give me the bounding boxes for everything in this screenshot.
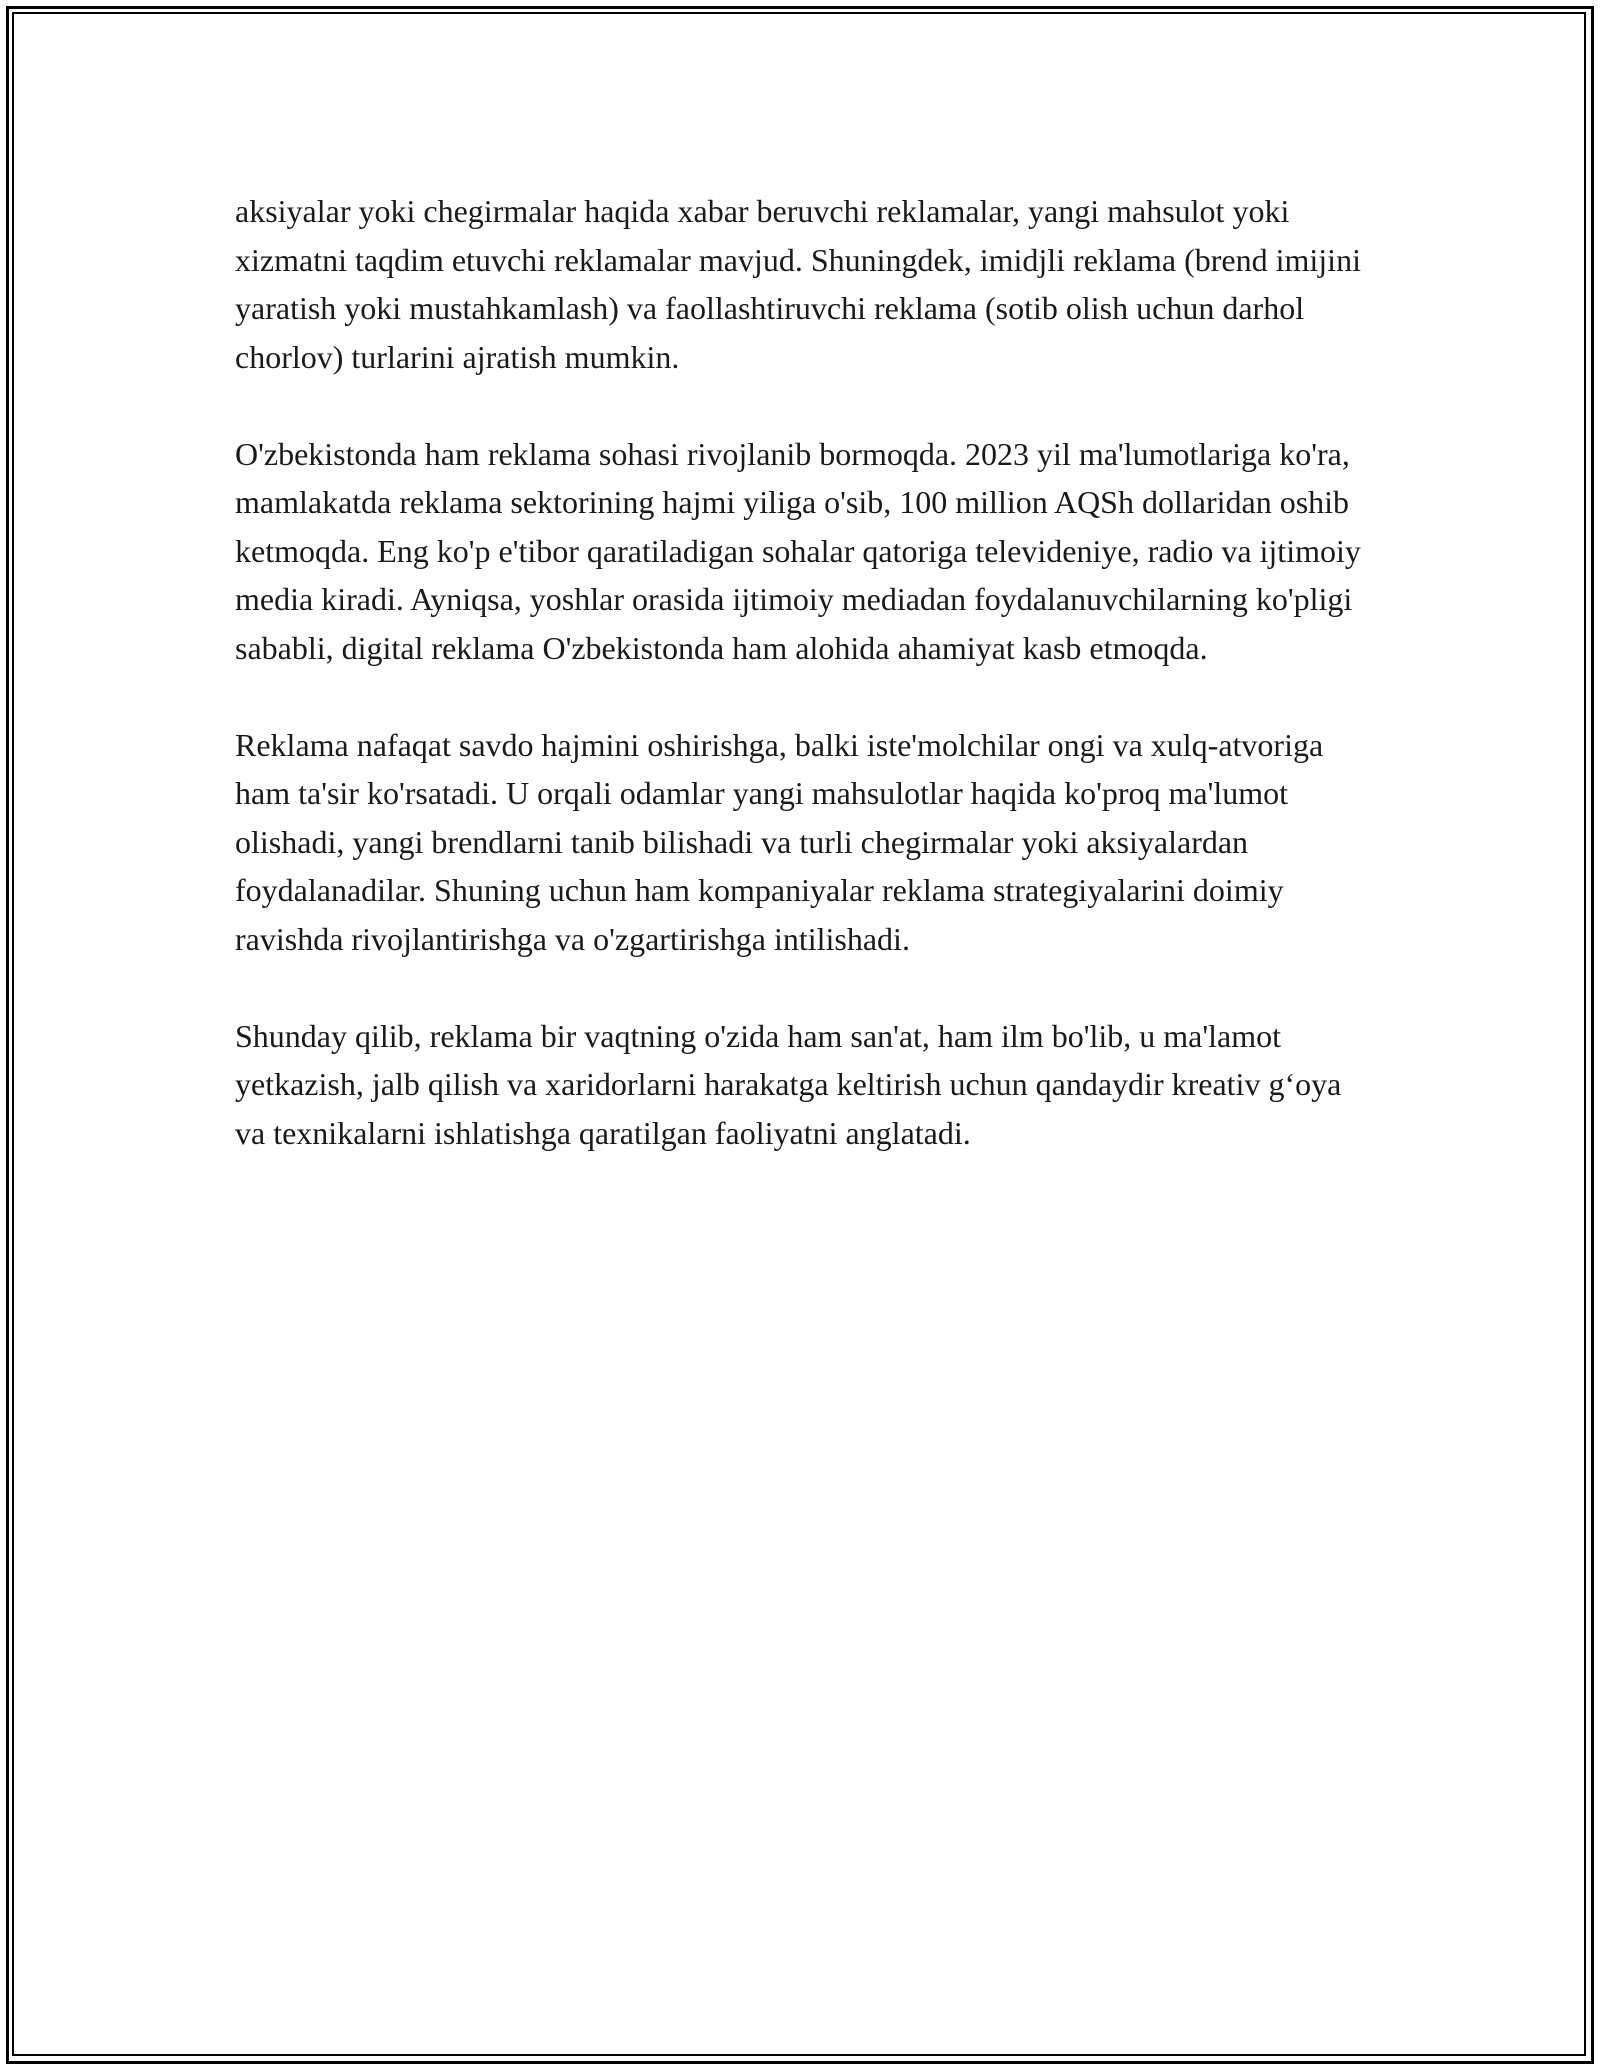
paragraph-consumer-influence: Reklama nafaqat savdo hajmini oshirishga, balki iste'molchilar ongi va xulq-atvoriga ham ta'sir ko'rsatadi. U orqali odamlar yangi mahsulotlar haqida ko'proq ma'lumot olishadi, yangi brendlarni tanib bilishadi va turli chegirmalar yoki aksiyalardan foydalanadilar. Shuning uchun ham kompaniyalar reklama strategiyalarini doimiy ravishda rivojlantirishga va o'zgartirishga intilishadi. [235,726,1324,957]
paragraph-ad-types: aksiyalar yoki chegirmalar haqida xabar beruvchi reklamalar, yangi mahsulot yoki xizmatni taqdim etuvchi reklamalar mavjud. Shuningdek, imidjli reklama (brend imijini yaratish yoki mustahkamlash) va faollashtiruvchi reklama (sotib olish uchun darhol chorlov) turlarini ajratish mumkin. [235,193,1361,375]
paragraph-conclusion: Shunday qilib, reklama bir vaqtning o'zida ham san'at, ham ilm bo'lib, u ma'lamot yetkazish, jalb qilish va xaridorlarni harakatga keltirish uchun qandaydir kreativ g‘oya va texnikalarni ishlatishga qaratilgan faoliyatni anglatadi. [235,1017,1342,1151]
document-body [235,187,1365,1206]
paragraph-uzbekistan-market: O'zbekistonda ham reklama sohasi rivojlanib bormoqda. 2023 yil ma'lumotlariga ko'ra, mamlakatda reklama sektorining hajmi yiliga o'sib, 100 million AQSh dollaridan oshib ketmoqda. Eng ko'p e'tibor qaratiladigan sohalar qatoriga televideniye, radio va ijtimoiy media kiradi. Ayniqsa, yoshlar orasida ijtimoiy mediadan foydalanuvchilarning ko'pligi sababli, digital reklama O'zbekistonda ham alohida ahamiyat kasb etmoqda. [235,435,1361,666]
